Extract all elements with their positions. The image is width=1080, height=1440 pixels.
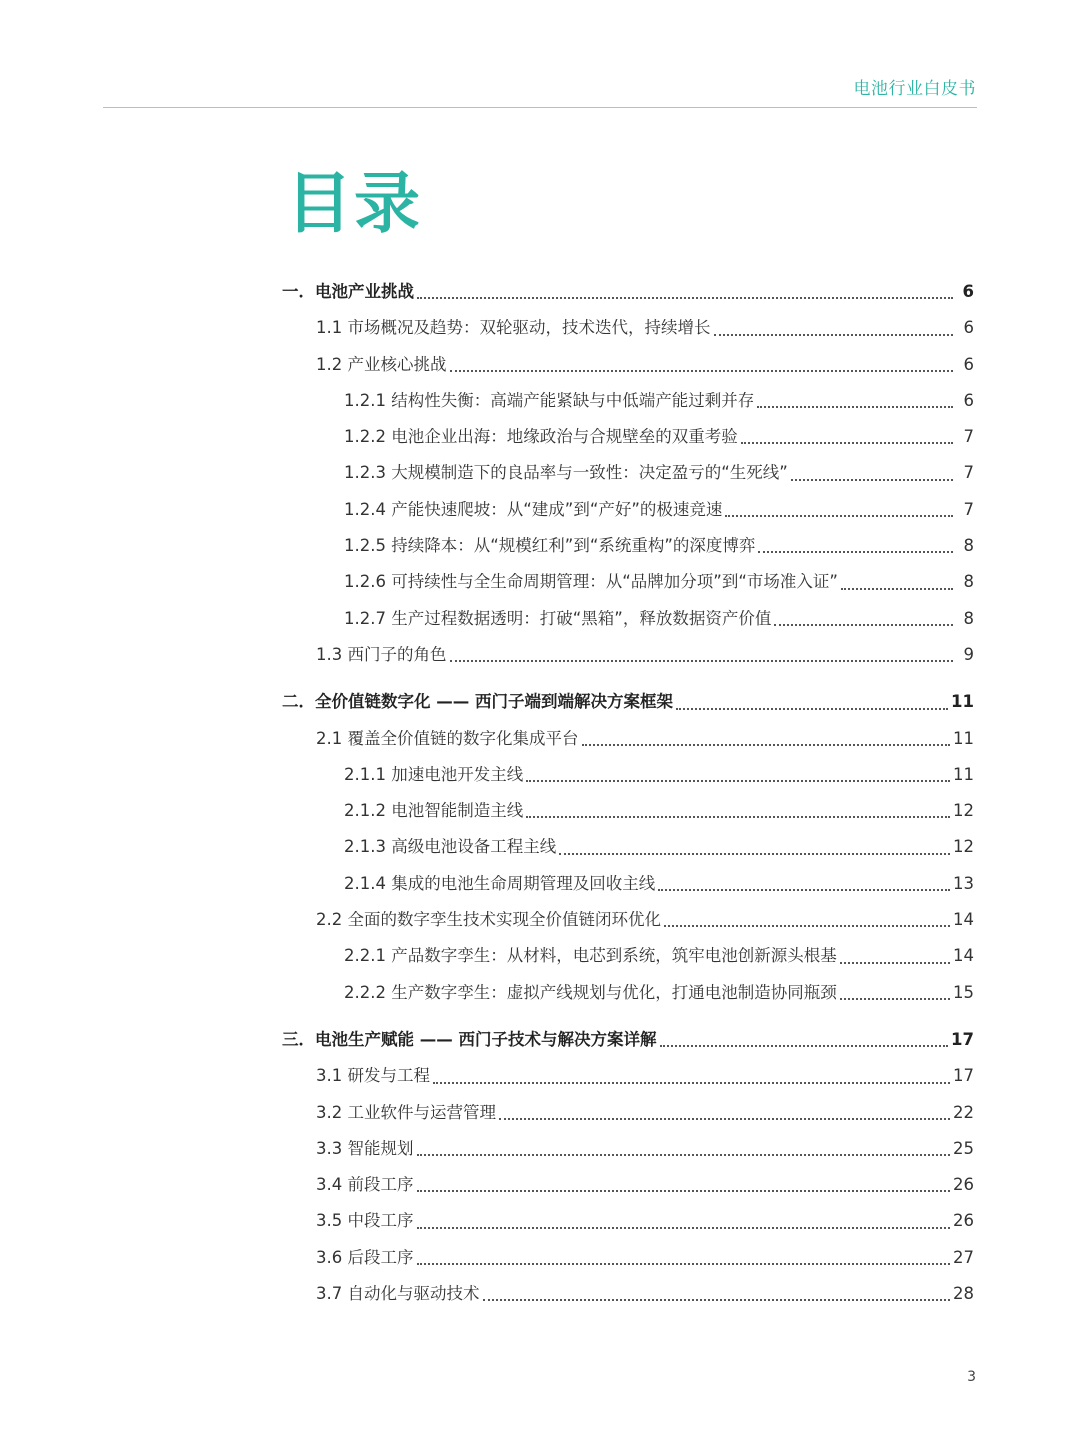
toc-entry-3-5[interactable] [282,1203,974,1239]
toc-entry-2-1[interactable] [282,721,974,757]
toc-entry-1-2-3[interactable] [282,455,974,491]
toc-entry-1-3[interactable] [282,637,974,673]
toc-entry-label: 1.2.2 电池企业出海：地缘政治与合规壁垒的双重考验 [344,427,738,447]
toc-entry-page: 6 [963,390,974,410]
toc-entry-3-3[interactable] [282,1131,974,1167]
dot-leader [757,405,953,408]
dot-leader [559,852,950,855]
toc-entry-label: 2.1.3 高级电池设备工程主线 [344,837,557,857]
page-title: 目录 [286,165,422,242]
toc-entry-label: 3.2 工业软件与运营管理 [316,1102,496,1122]
toc-entry-page: 11 [951,692,974,712]
toc-entry-page: 25 [953,1138,974,1158]
toc-entry-page: 7 [963,463,974,483]
dot-leader [714,333,954,336]
toc-entry-3-4[interactable] [282,1167,974,1203]
toc-entry-page: 26 [953,1175,974,1195]
dot-leader [499,1117,950,1120]
toc-entry-label: 3.4 前段工序 [316,1175,414,1195]
dot-leader [741,441,953,444]
dot-leader [791,478,953,481]
toc-entry-page: 14 [953,946,974,966]
toc-entry-page: 9 [963,644,974,664]
dot-leader [417,1226,951,1229]
dot-leader [840,997,950,1000]
toc-entry-label: 3.1 研发与工程 [316,1066,430,1086]
dot-leader [450,659,954,662]
toc-entry-page: 8 [963,572,974,592]
toc-entry-page: 17 [951,1029,974,1049]
toc-entry-label: 3.5 中段工序 [316,1211,414,1231]
dot-leader [840,961,950,964]
toc-entry-page: 15 [953,982,974,1002]
toc-entry-label: 1.2 产业核心挑战 [316,354,447,374]
toc-entry-label: 3.7 自动化与驱动技术 [316,1284,480,1304]
header-divider [103,107,977,108]
toc-entry-label: 三．电池生产赋能 —— 西门子技术与解决方案详解 [282,1029,657,1049]
toc-entry-page: 11 [953,728,974,748]
dot-leader [417,1153,951,1156]
toc-entry-page: 27 [953,1247,974,1267]
header-title: 电池行业白皮书 [853,79,976,99]
dot-leader [417,1189,951,1192]
toc-entry-label: 1.2.5 持续降本：从“规模红利”到“系统重构”的深度博弈 [344,536,756,556]
toc-entry-2-2-2[interactable] [282,975,974,1011]
toc-entry-label: 1.1 市场概况及趋势：双轮驱动，技术迭代，持续增长 [316,318,711,338]
toc-entry-label: 2.1.1 加速电池开发主线 [344,764,524,784]
toc-entry-1-2-7[interactable] [282,601,974,637]
table-of-contents [282,274,974,1312]
toc-entry-label: 2.1.2 电池智能制造主线 [344,801,524,821]
toc-entry-chapter-3[interactable] [282,1022,974,1058]
toc-entry-page: 7 [963,427,974,447]
toc-entry-1-2-1[interactable] [282,383,974,419]
toc-entry-1-2-2[interactable] [282,419,974,455]
toc-entry-2-1-3[interactable] [282,829,974,865]
toc-entry-2-1-4[interactable] [282,866,974,902]
toc-entry-page: 14 [953,910,974,930]
toc-entry-3-2[interactable] [282,1095,974,1131]
toc-entry-label: 2.1.4 集成的电池生命周期管理及回收主线 [344,873,656,893]
dot-leader [483,1298,951,1301]
toc-entry-page: 28 [953,1284,974,1304]
dot-leader [433,1081,950,1084]
toc-entry-label: 1.2.6 可持续性与全生命周期管理：从“品牌加分项”到“市场准入证” [344,572,838,592]
toc-entry-label: 1.2.4 产能快速爬坡：从“建成”到“产好”的极速竞速 [344,499,723,519]
toc-entry-label: 2.2 全面的数字孪生技术实现全价值链闭环优化 [316,910,661,930]
toc-entry-1-1[interactable] [282,310,974,346]
toc-entry-2-1-2[interactable] [282,793,974,829]
dot-leader [676,707,948,710]
dot-leader [417,1262,951,1265]
dot-leader [658,888,950,891]
toc-entry-page: 8 [963,536,974,556]
dot-leader [664,924,950,927]
toc-entry-page: 12 [953,837,974,857]
toc-entry-page: 11 [953,764,974,784]
dot-leader [758,550,953,553]
toc-entry-chapter-1[interactable] [282,274,974,310]
toc-entry-1-2[interactable] [282,347,974,383]
toc-entry-label: 1.2.3 大规模制造下的良品率与一致性：决定盈亏的“生死线” [344,463,788,483]
toc-entry-3-7[interactable] [282,1276,974,1312]
toc-entry-label: 1.3 西门子的角色 [316,644,447,664]
toc-entry-page: 22 [953,1102,974,1122]
toc-entry-page: 6 [963,318,974,338]
toc-entry-2-1-1[interactable] [282,757,974,793]
dot-leader [417,296,953,299]
toc-entry-2-2[interactable] [282,902,974,938]
toc-entry-page: 17 [953,1066,974,1086]
toc-entry-label: 1.2.1 结构性失衡：高端产能紧缺与中低端产能过剩并存 [344,390,755,410]
toc-entry-1-2-6[interactable] [282,564,974,600]
toc-entry-label: 1.2.7 生产过程数据透明：打破“黑箱”，释放数据资产价值 [344,608,772,628]
toc-entry-1-2-4[interactable] [282,492,974,528]
toc-entry-3-1[interactable] [282,1058,974,1094]
dot-leader [450,369,954,372]
dot-leader [526,779,950,782]
toc-entry-label: 一．电池产业挑战 [282,282,414,301]
dot-leader [582,743,951,746]
page-number: 3 [967,1369,976,1385]
toc-entry-3-6[interactable] [282,1240,974,1276]
dot-leader [725,514,953,517]
toc-entry-1-2-5[interactable] [282,528,974,564]
toc-entry-chapter-2[interactable] [282,684,974,720]
toc-entry-label: 3.3 智能规划 [316,1138,414,1158]
toc-entry-page: 7 [963,499,974,519]
dot-leader [841,587,953,590]
toc-entry-page: 6 [963,354,974,374]
toc-entry-label: 2.1 覆盖全价值链的数字化集成平台 [316,728,579,748]
toc-entry-label: 3.6 后段工序 [316,1247,414,1267]
toc-entry-page: 8 [963,608,974,628]
toc-entry-label: 2.2.2 生产数字孪生：虚拟产线规划与优化，打通电池制造协同瓶颈 [344,982,837,1002]
toc-entry-label: 2.2.1 产品数字孪生：从材料，电芯到系统，筑牢电池创新源头根基 [344,946,837,966]
dot-leader [526,815,950,818]
toc-entry-page: 26 [953,1211,974,1231]
dot-leader [660,1044,949,1047]
toc-entry-page: 13 [953,873,974,893]
toc-entry-2-2-1[interactable] [282,938,974,974]
toc-entry-page: 6 [962,282,974,301]
toc-entry-label: 二．全价值链数字化 —— 西门子端到端解决方案框架 [282,692,673,712]
toc-entry-page: 12 [953,801,974,821]
dot-leader [774,623,953,626]
